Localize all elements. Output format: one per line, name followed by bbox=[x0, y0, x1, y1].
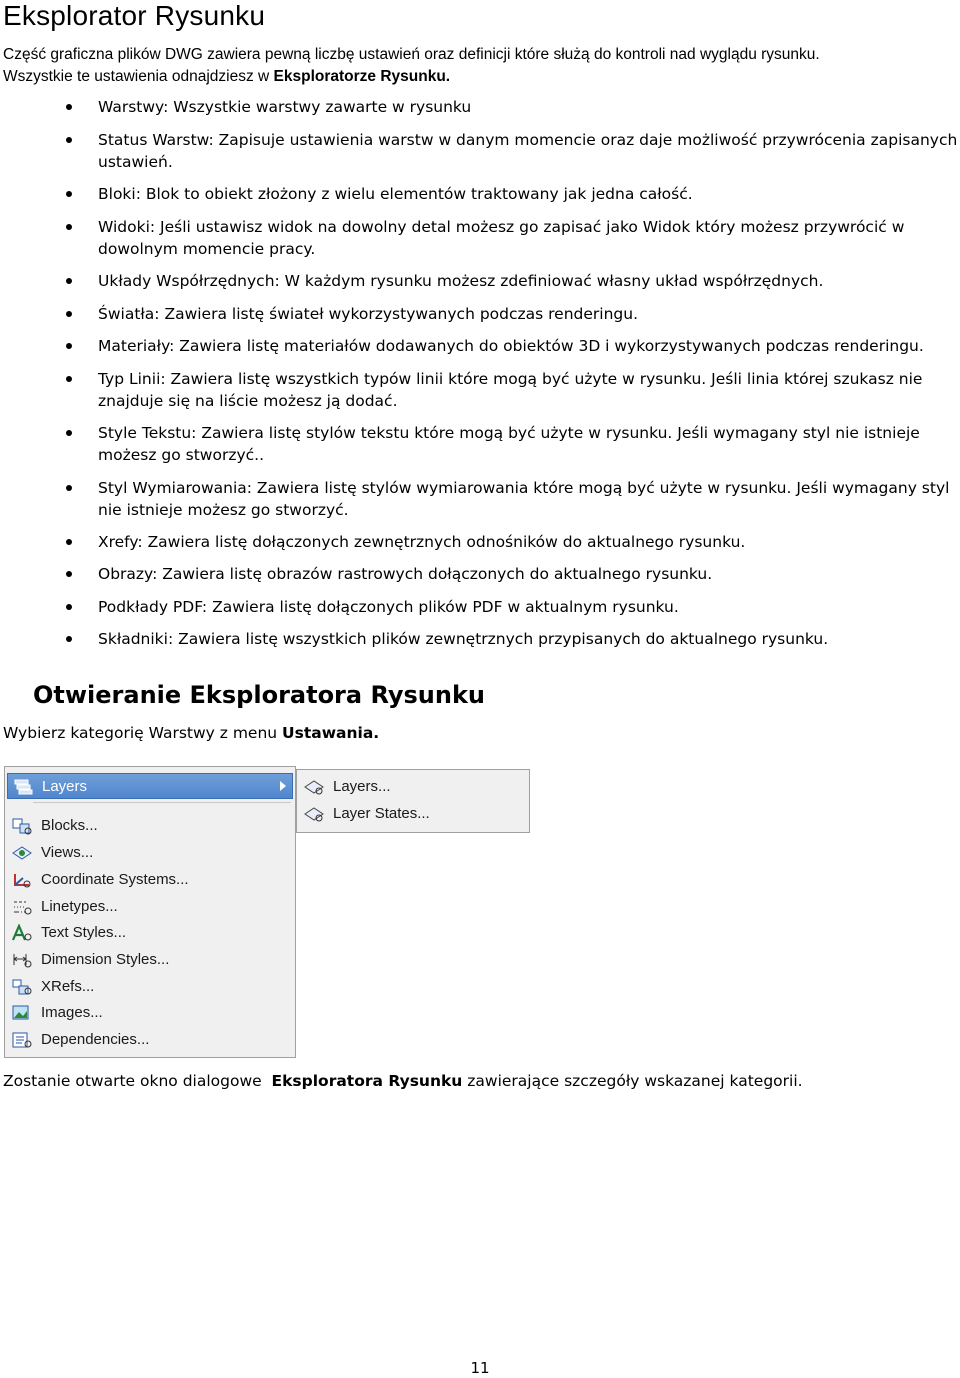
submenu-arrow-icon bbox=[280, 781, 286, 791]
list-item: Status Warstw: Zapisuje ustawienia warstw w danym momencie oraz daje możliwość przywrócenia zapisanych ustawień. bbox=[98, 129, 960, 173]
list-item: Podkłady PDF: Zawiera listę dołączonych plików PDF w aktualnym rysunku. bbox=[98, 596, 960, 618]
page-title: Eksplorator Rysunku bbox=[3, 0, 266, 31]
submenu-item-label: Layer States... bbox=[333, 805, 430, 822]
intro-line1: Część graficzna plików DWG zawiera pewną liczbę ustawień oraz definicji które służą do kontroli nad wyglądu rysunku. bbox=[3, 46, 820, 63]
dependencies-icon bbox=[11, 1031, 33, 1049]
list-item: Bloki: Blok to obiekt złożony z wielu elementów traktowany jak jedna całość. bbox=[98, 183, 960, 205]
views-icon bbox=[11, 844, 33, 862]
menu-item-text-styles[interactable] bbox=[7, 920, 293, 946]
submenu-item-layers[interactable] bbox=[299, 774, 527, 800]
layers-submenu bbox=[296, 769, 530, 833]
bullet-dot bbox=[66, 224, 72, 230]
page-number: 11 bbox=[470, 1359, 490, 1377]
bullet-dot bbox=[66, 539, 72, 545]
intro-paragraph bbox=[3, 44, 953, 88]
menu-item-label: Coordinate Systems... bbox=[41, 871, 189, 888]
dimension-styles-icon bbox=[11, 951, 33, 969]
settings-menu bbox=[4, 766, 296, 1058]
layers-icon bbox=[12, 778, 34, 796]
menu-item-label: Dimension Styles... bbox=[41, 951, 170, 968]
instruction-paragraph bbox=[3, 722, 379, 744]
menu-item-xrefs[interactable] bbox=[7, 974, 293, 1000]
section-heading: Otwieranie Eksploratora Rysunku bbox=[33, 681, 485, 709]
bullet-dot bbox=[66, 636, 72, 642]
bullet-dot bbox=[66, 278, 72, 284]
menu-item-views[interactable] bbox=[7, 840, 293, 866]
list-item: Obrazy: Zawiera listę obrazów rastrowych dołączonych do aktualnego rysunku. bbox=[98, 563, 960, 585]
list-item: Światła: Zawiera listę świateł wykorzystywanych podczas renderingu. bbox=[98, 303, 960, 325]
bullet-dot bbox=[66, 104, 72, 110]
list-item: Składniki: Zawiera listę wszystkich plików zewnętrznych przypisanych do aktualnego rysunku. bbox=[98, 628, 960, 650]
coordinate-systems-icon bbox=[11, 871, 33, 889]
menu-item-coordinate-systems[interactable] bbox=[7, 867, 293, 893]
list-item: Widoki: Jeśli ustawisz widok na dowolny detal możesz go zapisać jako Widok który możesz przywrócić w dowolnym momencie pracy. bbox=[98, 216, 960, 260]
bullet-dot bbox=[66, 191, 72, 197]
list-item: Styl Wymiarowania: Zawiera listę stylów wymiarowania które mogą być użyte w rysunku. Jeśli wymagany styl nie istnieje możesz go stworzyć. bbox=[98, 477, 960, 521]
instruction-prefix: Wybierz kategorię Warstwy z menu bbox=[3, 724, 283, 742]
menu-item-layers[interactable] bbox=[7, 773, 293, 799]
menu-item-label: Text Styles... bbox=[41, 924, 127, 941]
intro-line2-prefix: Wszystkie te ustawienia odnajdziesz w bbox=[3, 68, 274, 85]
submenu-item-label: Layers... bbox=[333, 778, 391, 795]
menu-item-dimension-styles[interactable] bbox=[7, 947, 293, 973]
menu-item-label: Layers bbox=[42, 778, 88, 795]
menu-item-label: Dependencies... bbox=[41, 1031, 150, 1048]
list-item: Warstwy: Wszystkie warstwy zawarte w rysunku bbox=[98, 96, 960, 118]
bullet-dot bbox=[66, 376, 72, 382]
closing-suffix: zawierające szczegóły wskazanej kategorii. bbox=[462, 1072, 803, 1090]
menu-item-label: Images... bbox=[41, 1004, 103, 1021]
menu-separator bbox=[33, 802, 291, 803]
menu-item-blocks[interactable] bbox=[7, 813, 293, 839]
bullet-dot bbox=[66, 343, 72, 349]
list-item: Xrefy: Zawiera listę dołączonych zewnętrznych odnośników do aktualnego rysunku. bbox=[98, 531, 960, 553]
bullet-dot bbox=[66, 137, 72, 143]
intro-line2-bold: Eksploratorze Rysunku. bbox=[273, 68, 451, 85]
menu-item-label: Views... bbox=[41, 844, 94, 861]
menu-item-images[interactable] bbox=[7, 1000, 293, 1026]
menu-item-linetypes[interactable] bbox=[7, 894, 293, 920]
linetypes-icon bbox=[11, 898, 33, 916]
menu-item-label: Linetypes... bbox=[41, 898, 118, 915]
xrefs-icon bbox=[11, 978, 33, 996]
menu-item-label: Blocks... bbox=[41, 817, 98, 834]
bullet-dot bbox=[66, 571, 72, 577]
closing-bold: Eksploratora Rysunku bbox=[271, 1072, 463, 1090]
submenu-item-layer-states[interactable] bbox=[299, 801, 527, 827]
bullet-dot bbox=[66, 430, 72, 436]
images-icon bbox=[11, 1004, 33, 1022]
bullet-dot bbox=[66, 485, 72, 491]
blocks-icon bbox=[11, 817, 33, 835]
list-item: Typ Linii: Zawiera listę wszystkich typów linii które mogą być użyte w rysunku. Jeśli linia której szukasz nie znajduje się na liście możesz ją dodać. bbox=[98, 368, 960, 412]
closing-paragraph bbox=[3, 1070, 803, 1092]
list-item: Materiały: Zawiera listę materiałów dodawanych do obiektów 3D i wykorzystywanych podczas renderingu. bbox=[98, 335, 960, 357]
bullet-dot bbox=[66, 604, 72, 610]
text-styles-icon bbox=[11, 924, 33, 942]
list-item: Układy Współrzędnych: W każdym rysunku możesz zdefiniować własny układ współrzędnych. bbox=[98, 270, 960, 292]
instruction-bold: Ustawania. bbox=[282, 724, 380, 742]
bullet-dot bbox=[66, 311, 72, 317]
menu-item-label: XRefs... bbox=[41, 978, 95, 995]
list-item: Style Tekstu: Zawiera listę stylów tekstu które mogą być użyte w rysunku. Jeśli wymagany styl nie istnieje możesz go stworzyć.. bbox=[98, 422, 960, 466]
closing-prefix: Zostanie otwarte okno dialogowe bbox=[3, 1072, 272, 1090]
layers-icon bbox=[303, 778, 325, 796]
layer-states-icon bbox=[303, 805, 325, 823]
menu-item-dependencies[interactable] bbox=[7, 1027, 293, 1053]
